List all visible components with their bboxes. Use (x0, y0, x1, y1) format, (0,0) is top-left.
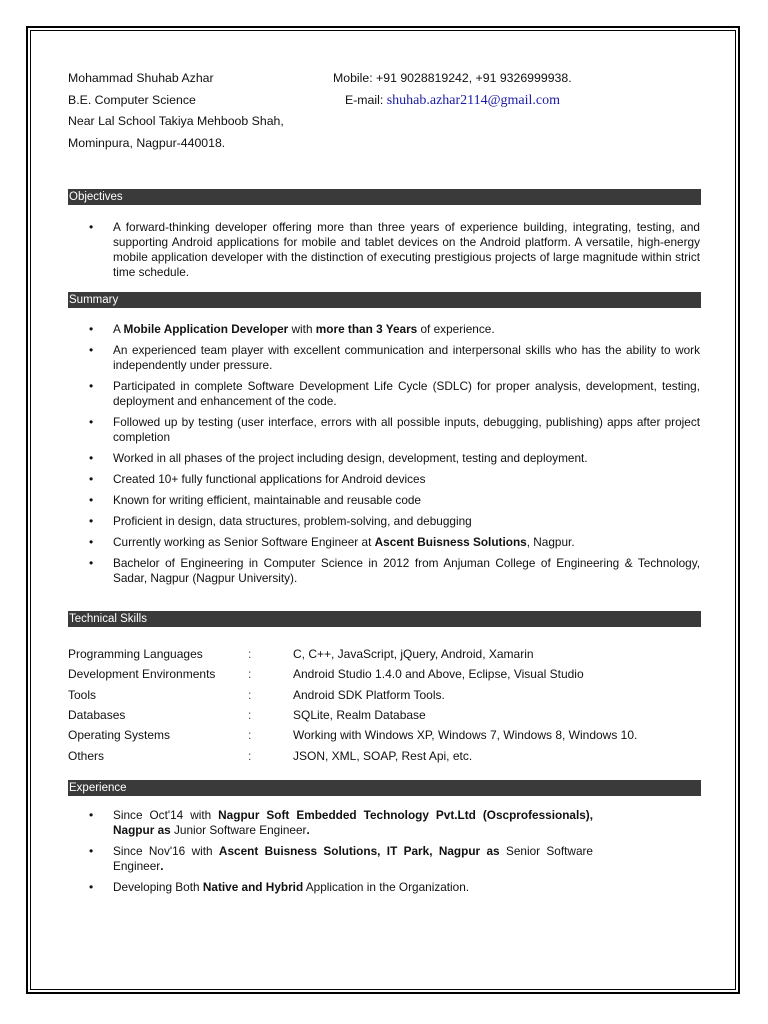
skill-separator: : (248, 647, 252, 662)
skill-separator: : (248, 748, 252, 763)
list-item: • Since Nov'16 with Ascent Buisness Solutions, IT Park, Nagpur as Senior Software Engineer. (89, 844, 593, 873)
objectives-heading: Objectives (68, 189, 701, 205)
table-row (68, 685, 637, 705)
table-row (68, 664, 637, 684)
summary-heading: Summary (68, 292, 701, 308)
bullet-icon: • (89, 493, 94, 507)
contact-left (68, 68, 284, 154)
candidate-name: Mohammad Shuhab Azhar (68, 71, 214, 85)
bullet-icon: • (89, 472, 94, 486)
skill-value: Android SDK Platform Tools. (293, 687, 445, 702)
list-item: • Bachelor of Engineering in Computer Science in 2012 from Anjuman College of Engineering & Technology, Sadar, Nagpur (Nagpur University). (89, 556, 700, 585)
skill-category: Databases (68, 708, 126, 723)
bullet-icon: • (89, 556, 94, 570)
list-item: • Currently working as Senior Software Engineer at Ascent Buisness Solutions, Nagpur. (89, 535, 575, 549)
skill-category: Tools (68, 687, 97, 702)
bullet-icon: • (89, 451, 94, 465)
skill-category: Programming Languages (68, 647, 203, 662)
table-row (68, 725, 637, 745)
skill-separator: : (248, 728, 252, 743)
list-item: • Known for writing efficient, maintainable and reusable code (89, 493, 421, 507)
experience-list (68, 808, 700, 901)
bullet-icon: • (89, 535, 94, 549)
list-item: • Created 10+ fully functional applications for Android devices (89, 472, 426, 486)
list-item: • Since Oct'14 with Nagpur Soft Embedded Technology Pvt.Ltd (Oscprofessionals), Nagpur as Junior Software Engineer. (89, 808, 594, 837)
contact-right (333, 68, 572, 111)
address-line-2: Mominpura, Nagpur-440018. (68, 135, 226, 150)
skill-separator: : (248, 687, 252, 702)
skill-value: C, C++, JavaScript, jQuery, Android, Xamarin (293, 647, 534, 662)
list-item: • An experienced team player with excellent communication and interpersonal skills who has the ability to work independently under pressure. (89, 343, 700, 372)
bullet-icon: • (89, 808, 94, 822)
skill-value: SQLite, Realm Database (293, 708, 426, 723)
skill-category: Operating Systems (68, 728, 171, 743)
skill-value: JSON, XML, SOAP, Rest Api, etc. (293, 748, 473, 763)
email-label: E-mail: (345, 92, 387, 107)
skill-category: Others (68, 748, 105, 763)
candidate-degree: B.E. Computer Science (68, 92, 196, 107)
list-item: • Participated in complete Software Development Life Cycle (SDLC) for proper analysis, development, testing, deployment and enhancement of the code. (89, 379, 700, 408)
experience-heading: Experience (68, 780, 701, 796)
table-row (68, 644, 637, 664)
table-row (68, 745, 637, 765)
list-item: • Followed up by testing (user interface, errors with all possible inputs, debugging, publishing) apps after project completion (89, 415, 700, 444)
bullet-icon: • (89, 379, 94, 393)
skill-value: Android Studio 1.4.0 and Above, Eclipse, Visual Studio (293, 667, 584, 682)
technical-skills-heading: Technical Skills (68, 611, 701, 627)
bullet-icon: • (89, 880, 94, 894)
summary-list (68, 322, 700, 592)
bullet-icon: • (89, 415, 94, 429)
skill-separator: : (248, 667, 252, 682)
list-item: • Proficient in design, data structures, problem-solving, and debugging (89, 514, 472, 528)
skill-category: Development Environments (68, 667, 216, 682)
list-item: • Developing Both Native and Hybrid Application in the Organization. (89, 880, 470, 894)
list-item: • A forward-thinking developer offering more than three years of experience building, integrating, testing, and supporting Android applications for mobile and tablet devices on the Android platform. A versatile, high-energy mobile application developer with the distinction of executing prestigious projects of large magnitude within strict time schedule. (89, 220, 700, 279)
objectives-list (68, 220, 700, 286)
bullet-icon: • (89, 220, 94, 234)
skill-separator: : (248, 708, 252, 723)
bullet-icon: • (89, 322, 94, 336)
mobile-numbers: Mobile: +91 9028819242, +91 9326999938. (333, 71, 572, 85)
skill-value: Working with Windows XP, Windows 7, Windows 8, Windows 10. (293, 728, 638, 743)
resume-content (68, 68, 700, 894)
bullet-icon: • (89, 343, 94, 357)
skills-table (68, 644, 637, 766)
address-line-1: Near Lal School Takiya Mehboob Shah, (68, 114, 284, 128)
contact-block (68, 68, 700, 188)
list-item: • A Mobile Application Developer with more than 3 Years of experience. (89, 322, 495, 336)
email-link[interactable]: shuhab.azhar2114@gmail.com (386, 92, 561, 108)
list-item: • Worked in all phases of the project including design, development, testing and deployment. (89, 451, 588, 465)
bullet-icon: • (89, 514, 94, 528)
bullet-icon: • (89, 844, 94, 858)
table-row (68, 705, 637, 725)
email-row (333, 90, 572, 112)
